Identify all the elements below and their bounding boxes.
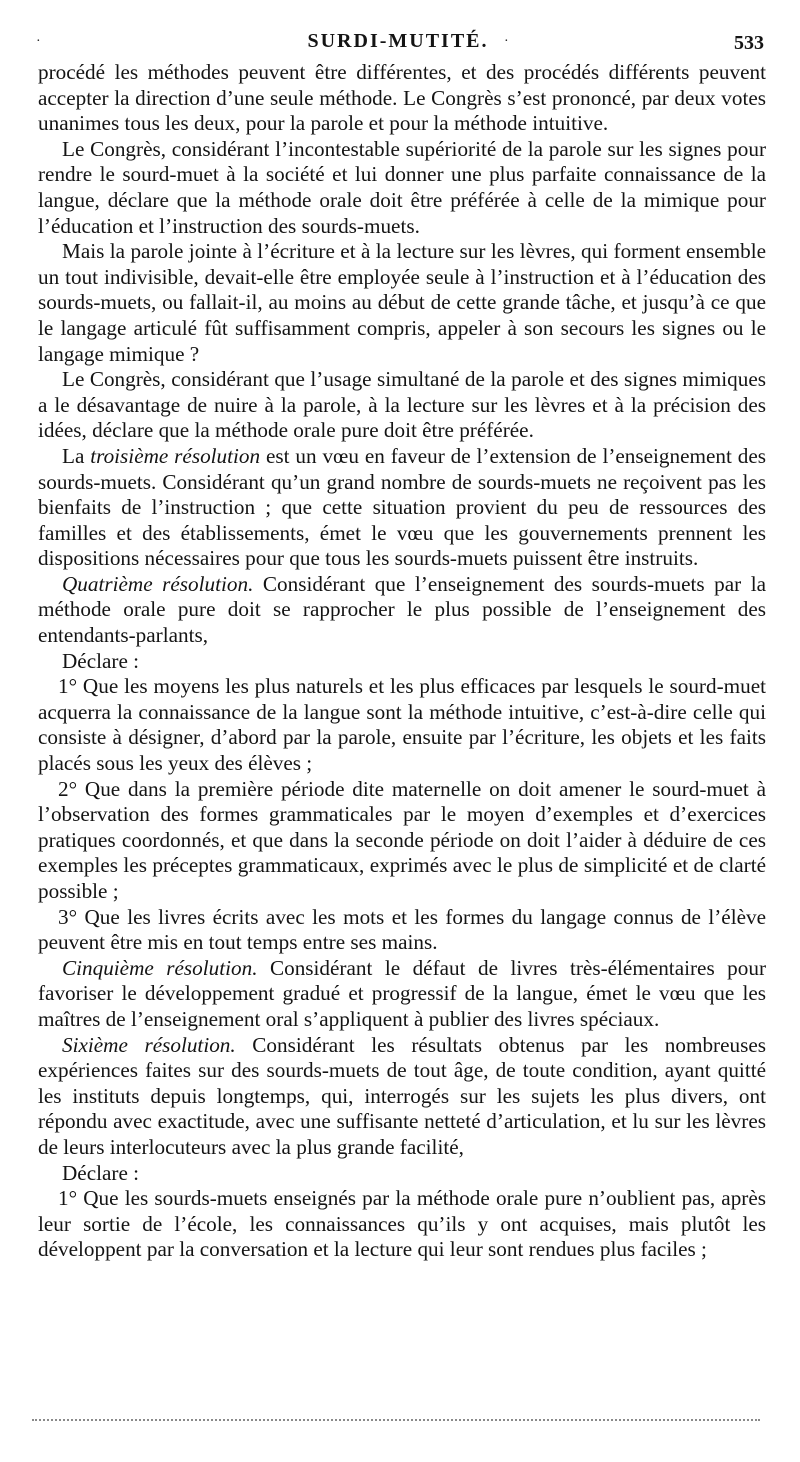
resolution-title: Sixième résolution.	[62, 1032, 236, 1057]
paragraph	[38, 60, 766, 137]
numbered-item	[38, 905, 766, 956]
paragraph-text: Considérant les résultats obtenus par les nombreuses expériences faites sur des sourds-muets de tout âge, de toute condition, ayant quitté les instituts depuis longtemps, qui, interrogés sur les sujets les plus divers, ont répondu avec exactitude, avec une suffisante netteté d’articulation, et lu sur les lèvres de leurs interlocuteurs avec la plus grande facilité,	[38, 1032, 766, 1159]
paragraph	[38, 1033, 766, 1161]
paragraph	[38, 239, 766, 367]
paragraph	[38, 1161, 766, 1187]
paragraph	[38, 572, 766, 649]
footer-rule	[32, 1419, 760, 1421]
resolution-title: Quatrième résolution.	[62, 571, 254, 596]
body-text	[38, 60, 766, 1263]
paragraph-text: Déclare :	[62, 648, 140, 673]
paragraph-text: Considérant le défaut de livres très-élémentaires pour favoriser le développement gradué et progressif de la langue, émet le vœu que les maîtres de l’enseignement oral s’appliquent à publier des livres spéciaux.	[38, 955, 766, 1031]
paragraph	[38, 137, 766, 239]
paragraph	[38, 444, 766, 572]
running-title: SURDI-MUTITÉ.	[307, 30, 489, 52]
paragraph-text: est un vœu en faveur de l’extension de l’enseignement des sourds-muets. Considérant qu’un grand nombre de sourds-muets ne reçoivent pas les bienfaits de l’instruction ; que cette situation provient du peu de ressources des familles et des établissements, émet le vœu que les gouvernements prennent les dispositions nécessaires pour que tous les sourds-muets puissent être instruits.	[38, 443, 766, 571]
paragraph-lead: La	[62, 443, 91, 468]
paragraph-text: Le Congrès, considérant l’incontestable supériorité de la parole sur les signes pour rendre le sourd-muet à la société et lui donner une plus parfaite connaissance de la langue, déclare que la méthode orale doit être préférée à celle de la mimique pour l’éducation et l’instruction des sourds-muets.	[38, 136, 766, 238]
paragraph-text: Le Congrès, considérant que l’usage simultané de la parole et des signes mimiques a le désavantage de nuire à la parole, à la lecture sur les lèvres et à la précision des idées, déclare que la méthode orale pure doit être préférée.	[38, 367, 766, 443]
paragraph	[38, 956, 766, 1033]
paragraph-text: 1° Que les moyens les plus naturels et les plus efficaces par lesquels le sourd-muet acquerra la connaissance de la langue sont la méthode intuitive, c’est-à-dire celle qui consiste à désigner, d’abord par la parole, ensuite par l’écriture, les objets et les faits placés sous les yeux des élèves ;	[38, 674, 766, 776]
paragraph-text: Considérant que l’enseignement des sourds-muets par la méthode orale pure doit se rapprocher le plus possible de l’enseignement des entendants-parlants,	[38, 571, 767, 648]
resolution-title: troisième résolution	[90, 443, 261, 468]
header-mark-left: ·	[36, 34, 41, 49]
paragraph-text: procédé les méthodes peuvent être différentes, et des procédés différents peuvent accepter la direction d’une seule méthode. Le Congrès s’est prononcé, par deux votes unanimes tous les deux, pour la parole et pour la méthode intuitive.	[38, 60, 766, 136]
paragraph	[38, 649, 766, 675]
paragraph-text: 3° Que les livres écrits avec les mots et les formes du langage connus de l’élève peuvent être mis en tout temps entre ses mains.	[38, 904, 766, 955]
paragraph-text: Mais la parole jointe à l’écriture et à la lecture sur les lèvres, qui forment ensemble un tout indivisible, devait-elle être employée seule à l’instruction et à l’éducation des sourds-muets, ou fallait-il, au moins au début de cette grande tâche, et jusqu’à ce que le langage articulé fût suffisamment compris, appeler à son secours les signes ou le langage mimique ?	[38, 239, 766, 366]
paragraph-text: Déclare :	[62, 1160, 140, 1185]
header-mark-right: ·	[504, 34, 509, 49]
page-number: 533	[734, 32, 764, 54]
paragraph	[38, 367, 766, 444]
resolution-title: Cinquième résolution.	[62, 955, 258, 980]
page-header	[32, 30, 764, 56]
numbered-item	[38, 777, 766, 905]
numbered-item	[38, 1186, 766, 1263]
numbered-item	[38, 674, 766, 776]
paragraph-text: 1° Que les sourds-muets enseignés par la méthode orale pure n’oublient pas, après leur sortie de l’école, les connaissances qu’ils y ont acquises, mais plutôt les développent par la conversation et la lecture qui leur sont rendues plus faciles ;	[38, 1186, 766, 1262]
paragraph-text: 2° Que dans la première période dite maternelle on doit amener le sourd-muet à l’observation des formes grammaticales par le moyen d’exemples et d’exercices pratiques coordonnés, et que dans la seconde période on doit l’aider à déduire de ces exemples les préceptes grammaticaux, exprimés avec le plus de simplicité et de clarté possible ;	[38, 776, 766, 903]
